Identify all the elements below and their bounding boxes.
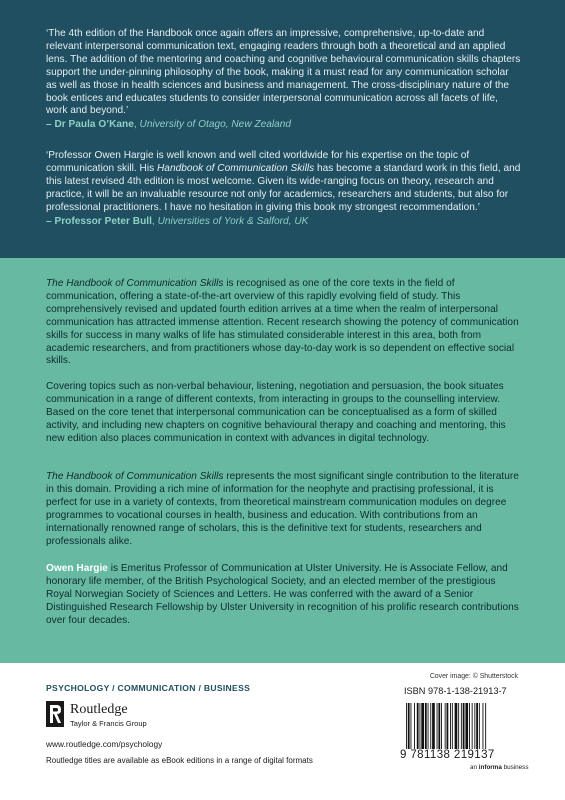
quote-text-before: ‘Professor Owen Hargie is well known and well cited worldwide for his expertise on the topic of communication skill. His: [46, 150, 470, 174]
description-paragraph-3: [46, 471, 522, 548]
subject-categories: PSYCHOLOGY / COMMUNICATION / BUSINESS: [46, 683, 251, 693]
book-title: The Handbook of Communication Skills: [46, 471, 224, 482]
quote-author: – Dr Paula O’Kane: [46, 119, 134, 131]
publisher-subtitle: Taylor & Francis Group: [70, 719, 147, 728]
paragraph-text: represents the most significant single contribution to the literature in this domain. Providing a rich mine of information for the neophyte and practising professional, it is perfect for use in a variety of contexts, from theoretical mainstream communication modules on degree programmes to vocational courses in health, business and education. With contributions from an internationally renowned range of scholars, this is the definitive text for students, researchers and professionals alike.: [46, 471, 519, 547]
routledge-logo-icon: [46, 701, 64, 727]
publisher-website-link[interactable]: www.routledge.com/psychology: [46, 739, 163, 749]
description-paragraph-2: Covering topics such as non-verbal behaviour, listening, negotiation and persuasion, the book situates communication in a range of different contexts, from interacting in groups to the counselling interview. Based on the core tenet that interpersonal communication can be conceptualised as a form of skilled activity, and including new chapters on cognitive behavioural therapy and coaching and mentoring, this new edition also places communication in context with advances in digital technology.: [46, 381, 506, 444]
publisher-name: Routledge: [70, 702, 128, 717]
quote-attribution: – Dr Paula O’Kane, University of Otago, New Zealand: [46, 119, 292, 131]
isbn-label: ISBN 978-1-138-21913-7: [404, 686, 507, 696]
quote-affiliation: Universities of York & Salford, UK: [157, 215, 309, 227]
imprint-prefix: an: [470, 764, 479, 771]
barcode-icon: [404, 703, 520, 749]
quote-affiliation: University of Otago, New Zealand: [139, 119, 292, 131]
imprint-brand: informa: [478, 764, 502, 771]
quote-text-after: has become a standard work in this field, and this latest revised 4th edition is most welcome. Given its wide-ranging focus on theory, research and practice, it will be an invaluable resource not only for academics, researchers and students, but also for professional practitioners. I have no hesitation in giving this book my strongest recommendation.’: [46, 162, 521, 213]
author-bio: [46, 563, 522, 628]
quote-attribution: – Professor Peter Bull, Universities of York & Salford, UK: [46, 215, 309, 227]
endorsements-section: [0, 0, 565, 258]
barcode-digits: 9 781138 219137: [400, 749, 495, 761]
publisher-logo[interactable]: [46, 701, 206, 731]
paragraph-text: is recognised as one of the core texts in the field of communication, offering a state-of-the-art overview of this rapidly evolving field of study. This comprehensively revised and updated fourth edition arrives at a time when the realm of interpersonal communication has attracted immense attention. Recent research showing the potency of communication skills for success in many walks of life has stimulated considerable interest in this area, both from academic researchers, and from practitioners whose day-to-day work is so dependent on effective social skills.: [46, 278, 519, 367]
imprint-suffix: business: [501, 764, 529, 771]
imprint-line: [470, 764, 530, 771]
author-name: Owen Hargie: [46, 563, 108, 574]
publisher-footer: [0, 663, 565, 800]
quote-book-title: Handbook of Communication Skills: [157, 162, 315, 174]
description-section: [0, 258, 565, 663]
endorsement-quote-2: [46, 150, 522, 228]
quote-author: – Professor Peter Bull: [46, 215, 152, 227]
bio-text: is Emeritus Professor of Communication at Ulster University. He is Associate Fellow, and honorary life member, of the British Psychological Society, and an elected member of the prestigious Royal Norwegian Society of Sciences and Letters. He was conferred with the award of a Senior Distinguished Research Fellowship by Ulster University in recognition of his prolific research contributions over four decades.: [46, 563, 519, 626]
quote-text: ‘The 4th edition of the Handbook once again offers an impressive, comprehensive, up-to-date and relevant interpersonal communication text, engaging readers through both a theoretical and an applied lens. The addition of the mentoring and coaching and cognitive behavioural communication skills chapters support the under-pinning philosophy of the book, making it a must read for any communication scholar as well as those in health sciences and business and management. The cross-disciplinary nature of the book entices and educates students to consider interpersonal communication across all facets of life, work and beyond.’: [46, 28, 521, 117]
description-paragraph-1: [46, 278, 522, 368]
endorsement-quote-1: [46, 28, 522, 132]
ebook-note: Routledge titles are available as eBook editions in a range of digital formats: [46, 756, 313, 765]
book-title: The Handbook of Communication Skills: [46, 278, 224, 289]
cover-image-credit: Cover image: © Shutterstock: [429, 673, 518, 680]
